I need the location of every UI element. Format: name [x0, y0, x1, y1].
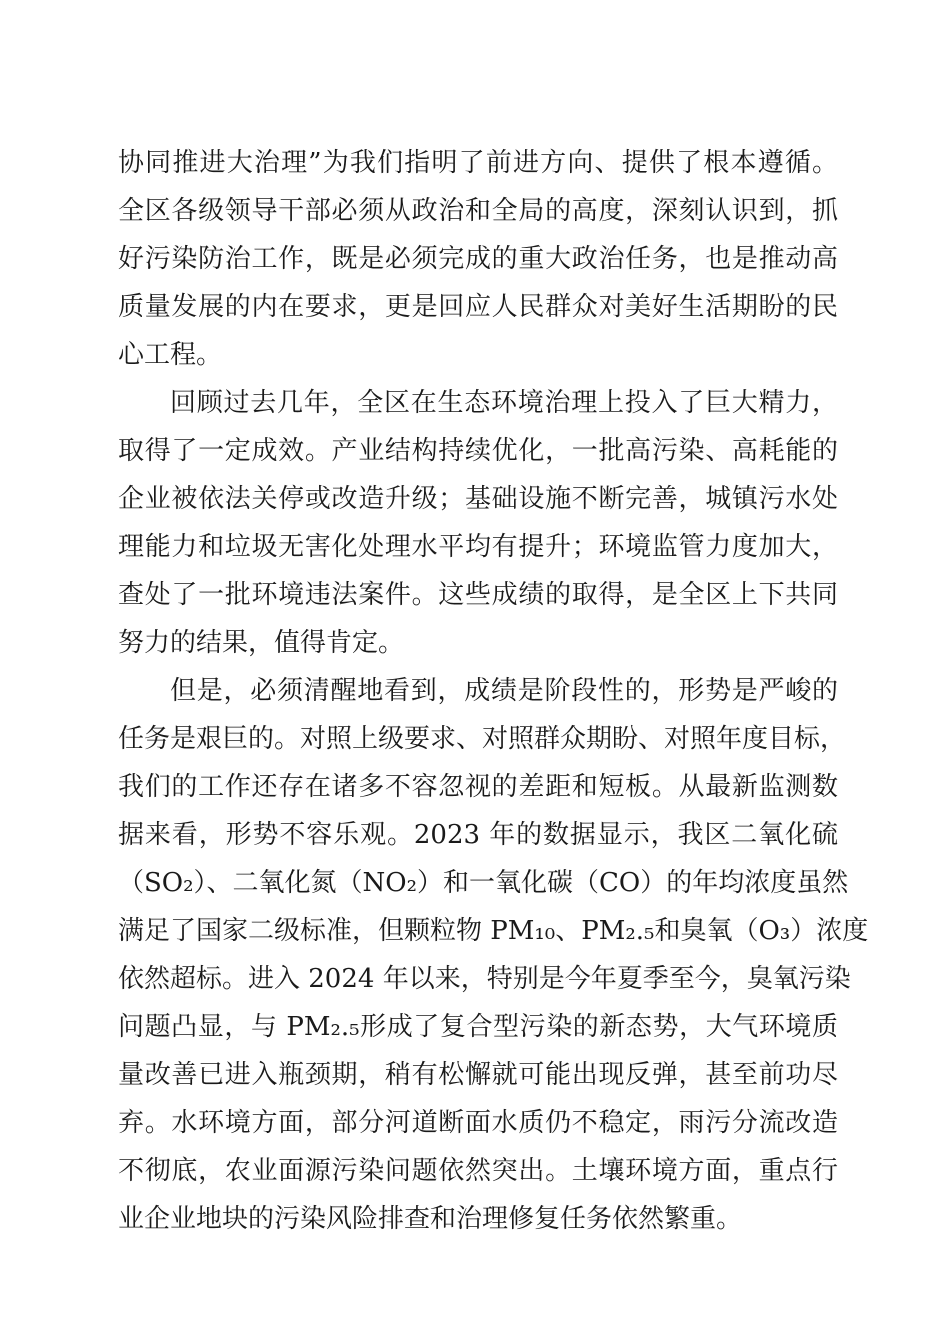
- text-line: 量改善已进入瓶颈期，稍有松懈就可能出现反弹，甚至前功尽: [118, 1060, 838, 1090]
- text-line: 企业被依法关停或改造升级；基础设施不断完善，城镇污水处: [118, 484, 838, 514]
- text-line: 取得了一定成效。产业结构持续优化，一批高污染、高耗能的: [118, 436, 838, 466]
- text-line: 理能力和垃圾无害化处理水平均有提升；环境监管力度加大，: [118, 532, 838, 562]
- body-text: [118, 139, 869, 1243]
- text-line: 心工程。: [118, 340, 223, 370]
- text-line: 我们的工作还存在诸多不容忽视的差距和短板。从最新监测数: [118, 772, 838, 802]
- text-line: 回顾过去几年，全区在生态环境治理上投入了巨大精力，: [170, 388, 838, 418]
- text-line: 但是，必须清醒地看到，成绩是阶段性的，形势是严峻的: [170, 676, 838, 706]
- text-line: 不彻底，农业面源污染问题依然突出。土壤环境方面，重点行: [118, 1156, 838, 1186]
- text-line: 任务是艰巨的。对照上级要求、对照群众期盼、对照年度目标，: [118, 724, 847, 754]
- text-line: 问题凸显，与 PM₂.₅形成了复合型污染的新态势，大气环境质: [118, 1012, 838, 1042]
- text-line: 业企业地块的污染风险排查和治理修复任务依然繁重。: [118, 1204, 743, 1234]
- text-line: （SO₂）、二氧化氮（NO₂）和一氧化碳（CO）的年均浓度虽然: [118, 868, 849, 898]
- text-line: 协同推进大治理”为我们指明了前进方向、提供了根本遵循。: [118, 148, 838, 178]
- text-line: 努力的结果，值得肯定。: [118, 628, 405, 658]
- text-line: 质量发展的内在要求，更是回应人民群众对美好生活期盼的民: [118, 292, 838, 322]
- text-line: 全区各级领导干部必须从政治和全局的高度，深刻认识到，抓: [118, 196, 838, 226]
- text-line: 好污染防治工作，既是必须完成的重大政治任务，也是推动高: [118, 244, 838, 274]
- text-line: 弃。水环境方面，部分河道断面水质仍不稳定，雨污分流改造: [118, 1108, 838, 1138]
- text-line: 依然超标。进入 2024 年以来，特别是今年夏季至今，臭氧污染: [118, 964, 851, 994]
- text-line: 查处了一批环境违法案件。这些成绩的取得，是全区上下共同: [118, 580, 838, 610]
- text-line: 满足了国家二级标准，但颗粒物 PM₁₀、PM₂.₅和臭氧（O₃）浓度: [118, 916, 869, 946]
- text-line: 据来看，形势不容乐观。2023 年的数据显示，我区二氧化硫: [118, 820, 838, 850]
